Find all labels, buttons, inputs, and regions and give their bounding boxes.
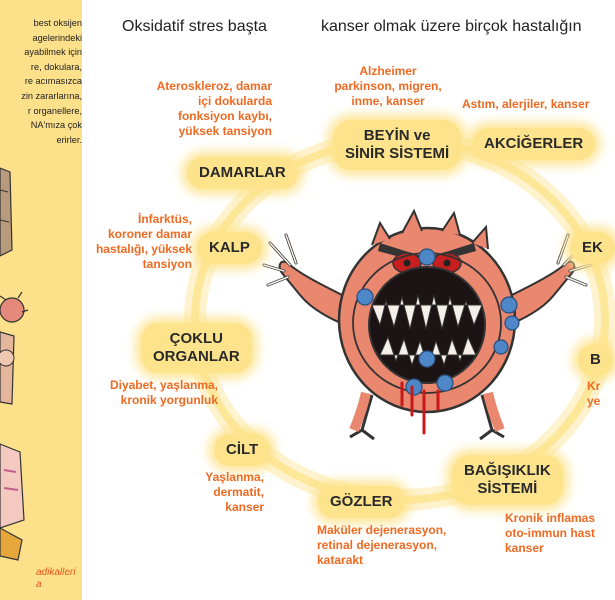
disease-line: Diyabet, yaşlanma, xyxy=(109,378,218,392)
organ-label: EK xyxy=(582,239,603,256)
disease-akcigerler xyxy=(462,97,602,112)
organ-ek xyxy=(570,232,615,264)
disease-line: içi dokularda xyxy=(197,94,272,108)
disease-line: hastalığı, yüksek xyxy=(95,242,192,256)
organ-label: BAĞIŞIKLIK xyxy=(464,462,551,479)
disease-gozler xyxy=(317,523,467,568)
organ-gozler xyxy=(318,486,405,518)
disease-line: Kr xyxy=(587,379,601,393)
organ-b xyxy=(578,344,613,376)
sidebar-footer-line: a xyxy=(36,579,42,590)
organ-label: SİSTEMİ xyxy=(477,480,538,497)
organ-label: B xyxy=(590,351,601,368)
disease-line: kronik yorgunluk xyxy=(120,393,218,407)
disease-line: tansiyon xyxy=(142,257,192,271)
disease-line: retinal dejenerasyon, xyxy=(317,538,438,552)
disease-line: dermatit, xyxy=(213,485,264,499)
disease-line: koroner damar xyxy=(107,227,192,241)
sidebar-line: erirler. xyxy=(56,134,82,145)
disease-kalp xyxy=(70,212,192,272)
organ-label: BEYİN ve xyxy=(363,127,431,144)
disease-bagisiklik xyxy=(505,511,600,556)
disease-line: Astım, alerjiler, kanser xyxy=(462,97,590,111)
sidebar-line: re acımasızca xyxy=(24,76,82,87)
free-radical-monster-icon xyxy=(262,205,592,445)
disease-line: parkinson, migren, xyxy=(334,79,442,93)
disease-line: yüksek tansiyon xyxy=(178,124,272,138)
title-left: Oksidatif stres başta xyxy=(122,18,267,35)
disease-beyin xyxy=(316,64,460,109)
disease-line: oto-immun hast xyxy=(505,526,595,540)
organ-label: AKCİĞERLER xyxy=(484,135,584,152)
sidebar-line: best oksijen xyxy=(33,18,82,28)
organ-label: ORGANLAR xyxy=(153,348,240,365)
sidebar-line: re, dokulara, xyxy=(30,61,82,72)
disease-line: Alzheimer xyxy=(359,64,417,78)
title-right: kanser olmak üzere birçok hastalığın xyxy=(321,18,582,35)
organ-label: GÖZLER xyxy=(330,493,393,510)
organ-label: CİLT xyxy=(226,441,259,458)
sidebar-line: r organellere, xyxy=(27,105,82,116)
disease-line: ye xyxy=(587,394,601,408)
disease-line: kanser xyxy=(225,500,264,514)
disease-coklu xyxy=(84,378,218,408)
disease-b xyxy=(587,379,600,409)
sidebar-footer-line: adikalleri xyxy=(36,567,76,578)
disease-line: İnfarktüs, xyxy=(137,212,192,226)
sidebar-line: ayabilmek için xyxy=(24,47,82,58)
sidebar-line: NA'mıza çok xyxy=(30,120,82,131)
disease-line: inme, kanser xyxy=(351,94,425,108)
organ-cilt xyxy=(214,434,270,466)
disease-line: kanser xyxy=(505,541,544,555)
disease-line: fonksiyon kaybı, xyxy=(177,109,272,123)
disease-line: Kronik inflamas xyxy=(505,511,596,525)
sidebar-line: zin zararlarına, xyxy=(21,90,82,101)
disease-line: Aterosklerоz, damar xyxy=(156,79,272,93)
disease-cilt xyxy=(172,470,264,515)
organ-label: ÇOKLU xyxy=(169,330,223,347)
organ-kalp xyxy=(197,232,262,264)
sidebar-line: agelerindeki xyxy=(32,32,82,43)
organ-label: DAMARLAR xyxy=(199,164,286,181)
disease-line: katarakt xyxy=(317,553,364,567)
organ-coklu-organlar xyxy=(141,323,252,373)
organ-beyin-sinir-sistemi xyxy=(333,120,461,170)
disease-damarlar xyxy=(134,79,272,139)
disease-line: Maküler dejenerasyon, xyxy=(317,523,447,537)
disease-line: Yaşlanma, xyxy=(205,470,264,484)
organ-label: SİNİR SİSTEMİ xyxy=(345,145,450,162)
organ-bagisiklik-sistemi xyxy=(452,455,563,505)
organ-damarlar xyxy=(187,157,298,189)
organ-label: KALP xyxy=(209,239,250,256)
organ-akcigerler xyxy=(472,128,595,160)
